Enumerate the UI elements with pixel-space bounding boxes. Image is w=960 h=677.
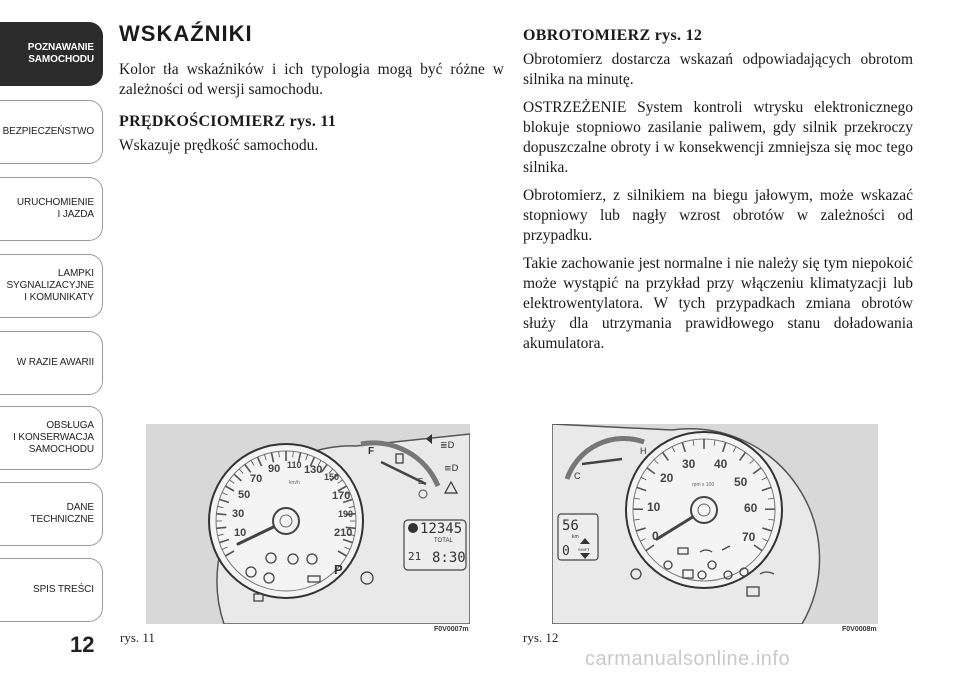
rpm-label: 20: [660, 471, 674, 485]
speed-label: 130: [304, 464, 323, 476]
tab-label: OBSŁUGA I KONSERWACJA SAMOCHODU: [13, 420, 94, 455]
figure-speedometer: [146, 424, 470, 624]
tachometer-paragraph-1: Obrotomierz dostarcza wskazań odpowiadających obrotom silnika na minutę.: [523, 51, 913, 88]
tachometer-illustration: [552, 424, 878, 624]
speed-label: 190: [338, 509, 354, 519]
tab-label: DANE TECHNICZNE: [30, 502, 94, 525]
speed-label: 110: [287, 460, 302, 470]
intro-paragraph: Kolor tła wskaźników i ich typologia mogą być różne w zależności od wersji samochodu.: [119, 61, 504, 98]
figure-11-caption: rys. 11: [120, 630, 155, 645]
speedometer-illustration: [146, 424, 470, 624]
speed-label: 50: [238, 489, 251, 501]
dial-tick: [216, 514, 226, 515]
speed-label: 150: [324, 472, 340, 482]
tab-bezpieczenstwo[interactable]: [0, 100, 103, 164]
tachometer-paragraph-3: Obrotomierz, z silnikiem na biegu jałowym, może wskazać stopniowy lub nagły wzrost obrotów w zależności od przypadku.: [523, 187, 913, 244]
speed-label: 70: [250, 473, 263, 485]
section-title: WSKAŹNIKI: [119, 21, 253, 46]
tab-label: POZNAWANIE SAMOCHODU: [27, 42, 94, 65]
temperature-value: 21: [408, 550, 422, 563]
tab-dane-techniczne[interactable]: [0, 482, 103, 546]
tab-spis-tresci[interactable]: [0, 558, 103, 622]
figure-12-caption: rys. 12: [523, 630, 559, 645]
temp-cold-label: C: [574, 471, 581, 481]
figure-11-code: F0V0007m: [434, 626, 469, 633]
fuel-full-label: F: [368, 446, 375, 457]
watermark: carmanualsonline.info: [585, 648, 791, 670]
speed-unit: km/h: [289, 480, 300, 486]
speedometer-text: Wskazuje prędkość samochodu.: [119, 137, 319, 154]
speed-label: 90: [268, 463, 281, 475]
rpm-label: 30: [682, 457, 696, 471]
tab-label: URUCHOMIENIE I JAZDA: [16, 197, 94, 220]
digital-speed-value: 56: [562, 518, 579, 534]
tachometer-warning-paragraph: OSTRZEŻENIE System kontroli wtrysku elektronicznego blokuje stopniowo zasilanie paliwem, gdy silnik przekroczy dopuszczalne obroty i w konsekwencji zmniejsza się moc tego silnika.: [523, 99, 913, 176]
speedometer-heading: PRĘDKOŚCIOMIERZ rys. 11: [119, 113, 337, 130]
gear-indicator: 0: [562, 544, 570, 559]
tab-label: W RAZIE AWARII: [16, 357, 94, 368]
rpm-label: 70: [742, 530, 756, 544]
tab-lampki-sygnalizacyjne[interactable]: [0, 254, 103, 318]
clock-value: 8:30: [432, 550, 466, 566]
digital-speed-unit: km: [572, 534, 579, 540]
speed-label: 210: [334, 527, 353, 539]
speed-label: 30: [232, 508, 245, 520]
rpm-label: 40: [714, 457, 728, 471]
figure-12-code: F0V0008m: [842, 626, 877, 633]
left-column: [119, 22, 504, 164]
headlamp-icon: ≡D: [444, 464, 459, 474]
tab-label: LAMPKI SYGNALIZACYJNE I KOMUNIKATY: [6, 268, 94, 303]
rpm-label: 50: [734, 475, 748, 489]
tab-uruchomienie-i-jazda[interactable]: [0, 177, 103, 241]
figure-tachometer: [552, 424, 878, 624]
service-icon: [408, 523, 418, 533]
fog-lamp-icon: ≣D: [440, 441, 455, 451]
temp-hot-label: H: [640, 446, 647, 456]
parking-lamp-label: P: [334, 562, 343, 577]
fuel-empty-label: E: [418, 477, 424, 486]
page-number: 12: [70, 632, 95, 657]
tab-poznawanie-samochodu[interactable]: [0, 22, 103, 86]
tachometer-heading: OBROTOMIERZ rys. 12: [523, 27, 703, 44]
speed-label: 10: [234, 527, 247, 539]
tab-w-razie-awarii[interactable]: [0, 331, 103, 395]
speed-label: 170: [332, 490, 351, 502]
needle-hub: [273, 508, 299, 534]
rpm-unit: rpm x 100: [692, 482, 715, 488]
odometer-value: 12345: [420, 521, 463, 537]
tab-obsluga-i-konserwacja[interactable]: [0, 406, 103, 470]
tab-label: BEZPIECZEŃSTWO: [2, 126, 94, 137]
odometer-label: TOTAL: [434, 538, 453, 544]
right-column: [523, 22, 913, 362]
rpm-label: 10: [647, 500, 661, 514]
dial-tick: [216, 527, 226, 528]
needle-hub: [691, 497, 717, 523]
rpm-label: 60: [744, 501, 758, 515]
shift-label: SHIFT: [578, 547, 590, 552]
rpm-label: 0: [652, 529, 659, 543]
tachometer-paragraph-4: Takie zachowanie jest normalne i nie należy się tym niepokoić może wystąpić na przykład przy włączeniu klimatyzacji lub elektrowentylatora. W tych przypadkach zmiana obrotów służy dla utrzymania prawidłowego stanu doładowania akumulatora.: [523, 255, 913, 352]
tab-label: SPIS TREŚCI: [33, 584, 94, 595]
